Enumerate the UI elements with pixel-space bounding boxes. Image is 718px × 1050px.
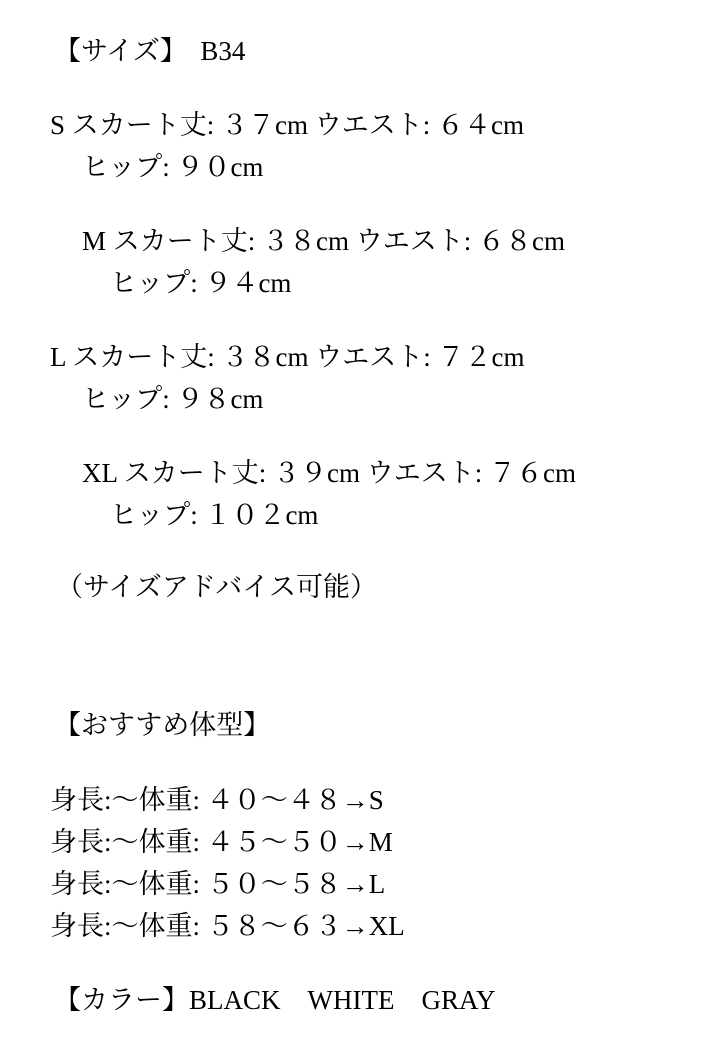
size-xl-measurements: XL スカート丈: ３９cm ウエスト: ７６cm	[82, 458, 576, 488]
size-xl-hip: ヒップ: １０２cm	[110, 500, 319, 530]
body-type-row-l: 身長:〜体重: ５０〜５８→L	[50, 869, 386, 899]
size-m-hip: ヒップ: ９４cm	[110, 268, 292, 298]
color-options: 【カラー】BLACK WHITE GRAY	[54, 985, 496, 1015]
body-type-heading: 【おすすめ体型】	[54, 710, 271, 740]
size-m-measurements: M スカート丈: ３８cm ウエスト: ６８cm	[82, 226, 565, 256]
size-s-measurements: S スカート丈: ３７cm ウエスト: ６４cm	[50, 110, 524, 140]
size-s-hip: ヒップ: ９０cm	[82, 152, 264, 182]
body-type-row-m: 身長:〜体重: ４５〜５０→M	[50, 827, 393, 857]
size-l-measurements: L スカート丈: ３８cm ウエスト: ７２cm	[50, 342, 525, 372]
body-type-row-s: 身長:〜体重: ４０〜４８→S	[50, 785, 384, 815]
size-heading: 【サイズ】 B34	[54, 36, 246, 66]
body-type-row-xl: 身長:〜体重: ５８〜６３→XL	[50, 911, 405, 941]
size-advice-note: （サイズアドバイス可能）	[56, 572, 378, 602]
size-l-hip: ヒップ: ９８cm	[82, 384, 264, 414]
